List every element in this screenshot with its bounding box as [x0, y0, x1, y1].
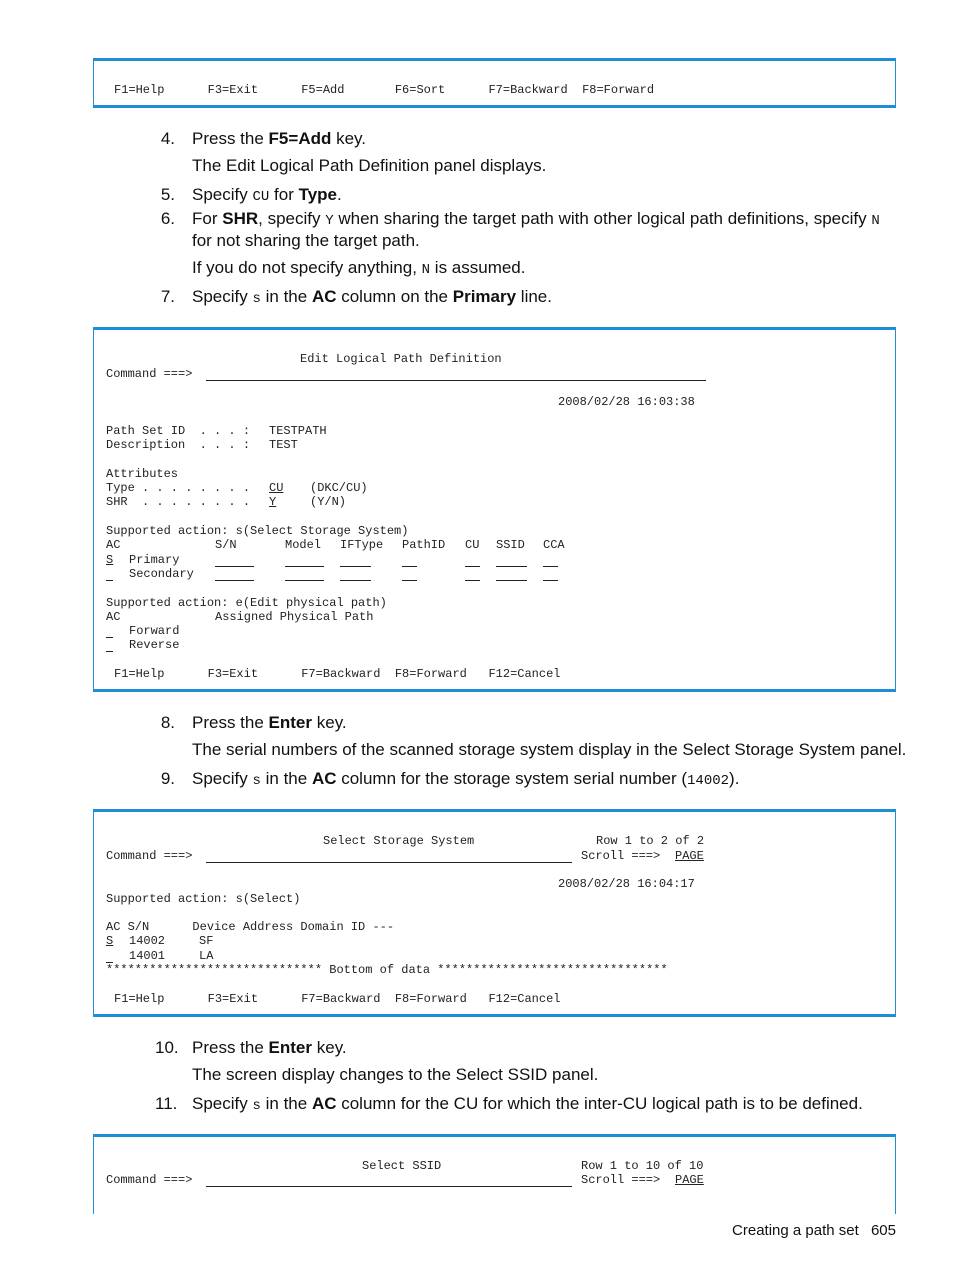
secondary-pathid-field[interactable] [402, 570, 417, 581]
supported-action-select: Supported action: s(Select Storage System) [106, 524, 409, 538]
footer-page-number: 605 [870, 1222, 896, 1239]
row2-ac-field[interactable] [106, 952, 113, 963]
secondary-ssid-field[interactable] [496, 570, 527, 581]
supported-action: Supported action: s(Select) [106, 892, 301, 906]
scroll-label: Scroll ===> [581, 849, 661, 863]
select-storage-system-panel [93, 809, 896, 1017]
row2-sn: 14001 [129, 949, 166, 963]
primary-pathid-field[interactable] [402, 556, 417, 567]
col-ac: AC [106, 538, 121, 552]
type-label: Type . . . . . . . . [106, 481, 251, 495]
type-field[interactable]: CU [269, 481, 284, 495]
function-key-panel-1 [93, 58, 896, 108]
command-input[interactable] [206, 1176, 572, 1187]
description-value: TEST [269, 438, 298, 452]
path-set-id-value: TESTPATH [269, 424, 327, 438]
shr-label: SHR . . . . . . . . [106, 495, 251, 509]
function-keys: F1=Help F3=Exit F7=Backward F8=Forward F12=Cancel [114, 992, 561, 1006]
primary-cca-field[interactable] [543, 556, 558, 567]
bottom-of-data: ****************************** Bottom of data ******************************** [106, 963, 668, 977]
col-iftype: IFType [340, 538, 384, 552]
function-keys: F1=Help F3=Exit F7=Backward F8=Forward F12=Cancel [114, 667, 561, 681]
timestamp: 2008/02/28 16:04:17 [558, 877, 695, 891]
step-6-note: If you do not specify anything, N is assumed. [192, 258, 526, 278]
col2-ac: AC [106, 610, 121, 624]
edit-logical-path-panel [93, 327, 896, 692]
primary-label: Primary [129, 553, 180, 567]
footer-section: Creating a path set [732, 1222, 859, 1239]
forward-ac-field[interactable] [106, 627, 113, 638]
panel-title: Select SSID [362, 1159, 442, 1173]
command-input[interactable] [206, 852, 572, 863]
panel-title: Edit Logical Path Definition [300, 352, 502, 366]
reverse-label: Reverse [129, 638, 180, 652]
scroll-field[interactable]: PAGE [675, 849, 704, 863]
secondary-iftype-field[interactable] [340, 570, 371, 581]
primary-model-field[interactable] [285, 556, 324, 567]
row1-ac-field[interactable]: S [106, 934, 114, 948]
secondary-cca-field[interactable] [543, 570, 558, 581]
secondary-model-field[interactable] [285, 570, 324, 581]
command-input[interactable] [206, 370, 706, 381]
secondary-label: Secondary [129, 567, 194, 581]
col-pathid: PathID [402, 538, 446, 552]
col2-assigned: Assigned Physical Path [215, 610, 374, 624]
primary-ac-field[interactable]: S [106, 553, 114, 567]
path-set-id-label: Path Set ID . . . : [106, 424, 251, 438]
primary-iftype-field[interactable] [340, 556, 371, 567]
scroll-label: Scroll ===> [581, 1173, 661, 1187]
function-keys: F1=Help F3=Exit F5=Add F6=Sort F7=Backward F8=Forward [114, 83, 655, 97]
col-cca: CCA [543, 538, 565, 552]
scroll-field[interactable]: PAGE [675, 1173, 704, 1187]
supported-action-edit: Supported action: e(Edit physical path) [106, 596, 387, 610]
command-label: Command ===> [106, 1173, 193, 1187]
reverse-ac-field[interactable] [106, 641, 113, 652]
secondary-ac-field[interactable] [106, 570, 113, 581]
row1-sn: 14002 [129, 934, 166, 948]
col-ssid: SSID [496, 538, 525, 552]
shr-field[interactable]: Y [269, 495, 277, 509]
step-4-result: The Edit Logical Path Definition panel displays. [192, 156, 547, 175]
description-label: Description . . . : [106, 438, 251, 452]
primary-cu-field[interactable] [465, 556, 480, 567]
col-sn: S/N [215, 538, 237, 552]
row2-device: LA [199, 949, 214, 963]
primary-ssid-field[interactable] [496, 556, 527, 567]
select-ssid-panel [93, 1134, 896, 1214]
command-label: Command ===> [106, 367, 193, 381]
secondary-sn-field[interactable] [215, 570, 254, 581]
step-10-result: The screen display changes to the Select SSID panel. [192, 1065, 599, 1084]
page-footer [732, 1222, 896, 1239]
step-8-result: The serial numbers of the scanned storage system display in the Select Storage System panel. [192, 740, 907, 759]
timestamp: 2008/02/28 16:03:38 [558, 395, 695, 409]
shr-hint: (Y/N) [310, 495, 347, 509]
rows-info: Row 1 to 2 of 2 [596, 834, 705, 848]
rows-info: Row 1 to 10 of 10 [581, 1159, 704, 1173]
row1-device: SF [199, 934, 214, 948]
col-cu: CU [465, 538, 480, 552]
step-6-cont: for not sharing the target path. [192, 231, 420, 250]
forward-label: Forward [129, 624, 180, 638]
col-model: Model [285, 538, 322, 552]
panel-title: Select Storage System [323, 834, 475, 848]
attributes-label: Attributes [106, 467, 179, 481]
secondary-cu-field[interactable] [465, 570, 480, 581]
table-header: AC S/N Device Address Domain ID --- [106, 920, 395, 934]
primary-sn-field[interactable] [215, 556, 254, 567]
command-label: Command ===> [106, 849, 193, 863]
type-hint: (DKC/CU) [310, 481, 368, 495]
